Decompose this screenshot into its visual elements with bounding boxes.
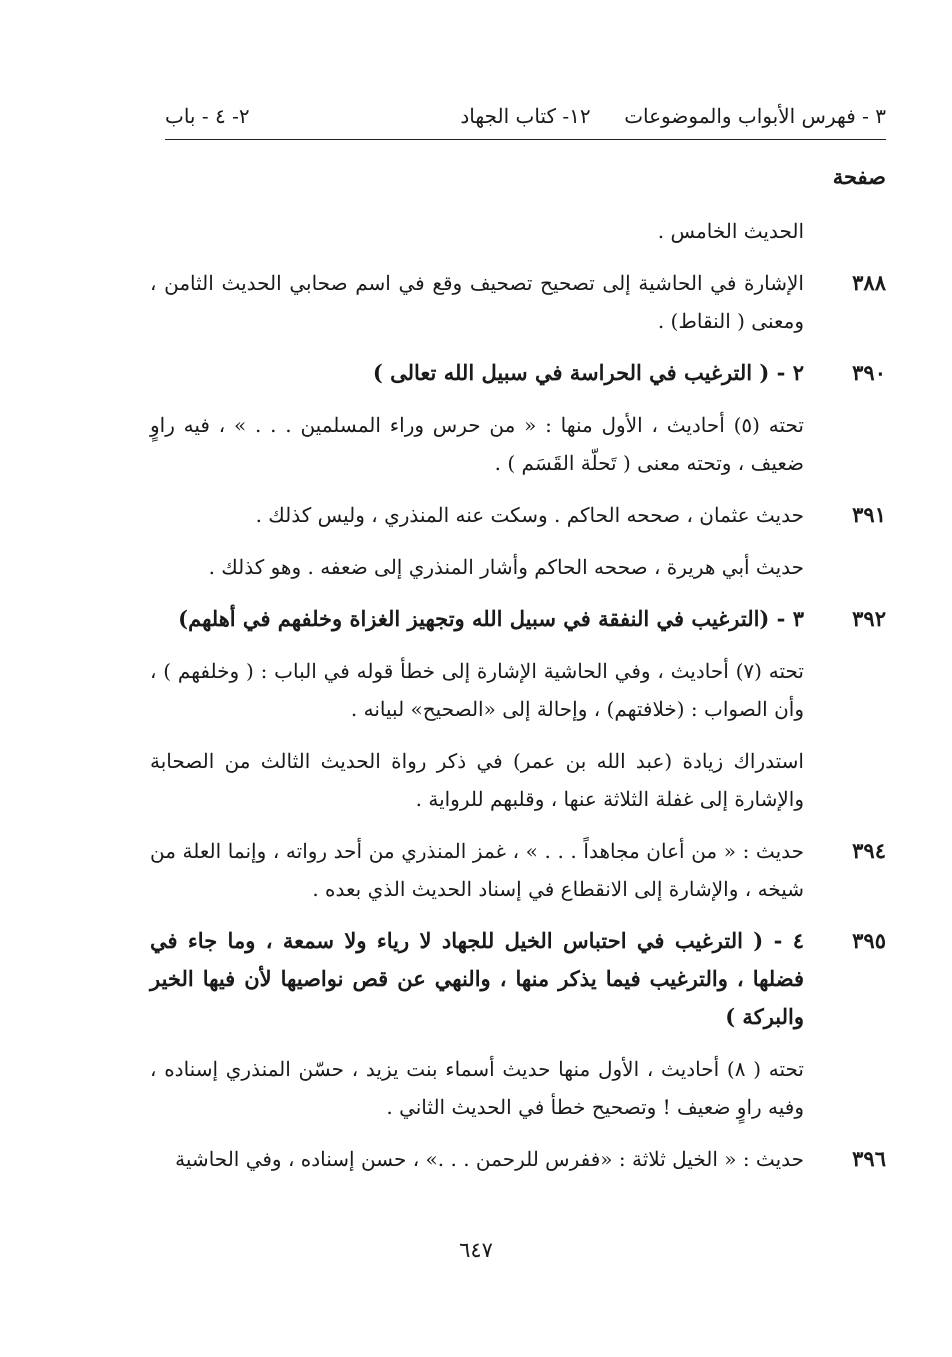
index-entry: [150, 742, 886, 818]
entry-text: الحديث الخامس .: [657, 219, 804, 243]
index-heading-entry: [150, 922, 886, 1036]
header-chapter-ref: ٢- ٤ - باب: [165, 104, 250, 128]
entry-text: استدراك زيادة (عبد الله بن عمر) في ذكر رواة الحديث الثالث من الصحابة والإشارة إلى غفلة الثلاثة عنها ، وقلبهم للرواية .: [150, 749, 804, 811]
entry-page-number: ٣٩٥: [852, 928, 886, 953]
entry-page-number: ٣٩٠: [852, 360, 886, 385]
entry-page-number: ٣٩٦: [852, 1146, 886, 1171]
header-rule: [165, 139, 886, 140]
header-section-title: ٣ - فهرس الأبواب والموضوعات: [624, 104, 886, 128]
running-header: [165, 98, 886, 134]
entry-text: ٣ - (الترغيب في النفقة في سبيل الله وتجهيز الغزاة وخلفهم في أهلهم): [178, 606, 804, 631]
index-entry: [150, 496, 886, 534]
entry-page-number: ٣٩٤: [852, 838, 886, 863]
entry-text: ٢ - ( الترغيب في الحراسة في سبيل الله تعالى ): [372, 360, 804, 385]
entry-text: تحته (٥) أحاديث ، الأول منها : « من حرس وراء المسلمين . . . » ، فيه راوٍ ضعيف ، وتحته معنى ( تَحلّة القَسَم ) .: [150, 413, 804, 475]
index-entry: [150, 406, 886, 482]
page-column-label: صفحة: [832, 164, 886, 189]
entry-text: تحته (٧) أحاديث ، وفي الحاشية الإشارة إلى خطأ قوله في الباب : ( وخلفهم ) ، وأن الصواب : (خلافتهم) ، وإحالة إلى «الصحيح» لبيانه .: [150, 659, 804, 721]
index-entry: [150, 1050, 886, 1126]
index-entry: [150, 832, 886, 908]
index-entry: [150, 548, 886, 586]
index-entry: [150, 212, 886, 250]
index-heading-entry: [150, 354, 886, 392]
entry-text: ٤ - ( الترغيب في احتباس الخيل للجهاد لا رياء ولا سمعة ، وما جاء في فضلها ، والترغيب فيما يذكر منها ، والنهي عن قص نواصيها لأن فيها الخير والبركة ): [150, 928, 804, 1029]
index-entries: [150, 212, 886, 1192]
page-number: ٦٤٧: [459, 1238, 493, 1262]
entry-page-number: ٣٨٨: [852, 270, 886, 295]
index-entry: [150, 652, 886, 728]
entry-text: حديث : « من أعان مجاهداً . . . » ، غمز المنذري من أحد رواته ، وإنما العلة من شيخه ، والإشارة إلى الانقطاع في إسناد الحديث الذي بعده .: [150, 839, 804, 901]
index-heading-entry: [150, 600, 886, 638]
entry-page-number: ٣٩٢: [852, 606, 886, 631]
index-entry: [150, 1140, 886, 1178]
entry-text: تحته ( ٨) أحاديث ، الأول منها حديث أسماء بنت يزيد ، حسّن المنذري إسناده ، وفيه راوٍ ضعيف ! وتصحيح خطأ في الحديث الثاني .: [150, 1057, 804, 1119]
entry-text: الإشارة في الحاشية إلى تصحيح تصحيف وقع في اسم صحابي الحديث الثامن ، ومعنى ( النقاط) .: [150, 271, 804, 333]
index-entry: [150, 264, 886, 340]
header-book-title: ١٢- كتاب الجهاد: [460, 104, 591, 128]
entry-text: حديث عثمان ، صححه الحاكم . وسكت عنه المنذري ، وليس كذلك .: [255, 503, 804, 527]
entry-page-number: ٣٩١: [852, 502, 886, 527]
entry-text: حديث أبي هريرة ، صححه الحاكم وأشار المنذري إلى ضعفه . وهو كذلك .: [208, 555, 804, 579]
entry-text: حديث : « الخيل ثلاثة : «ففرس للرحمن . . .» ، حسن إسناده ، وفي الحاشية: [175, 1147, 804, 1171]
